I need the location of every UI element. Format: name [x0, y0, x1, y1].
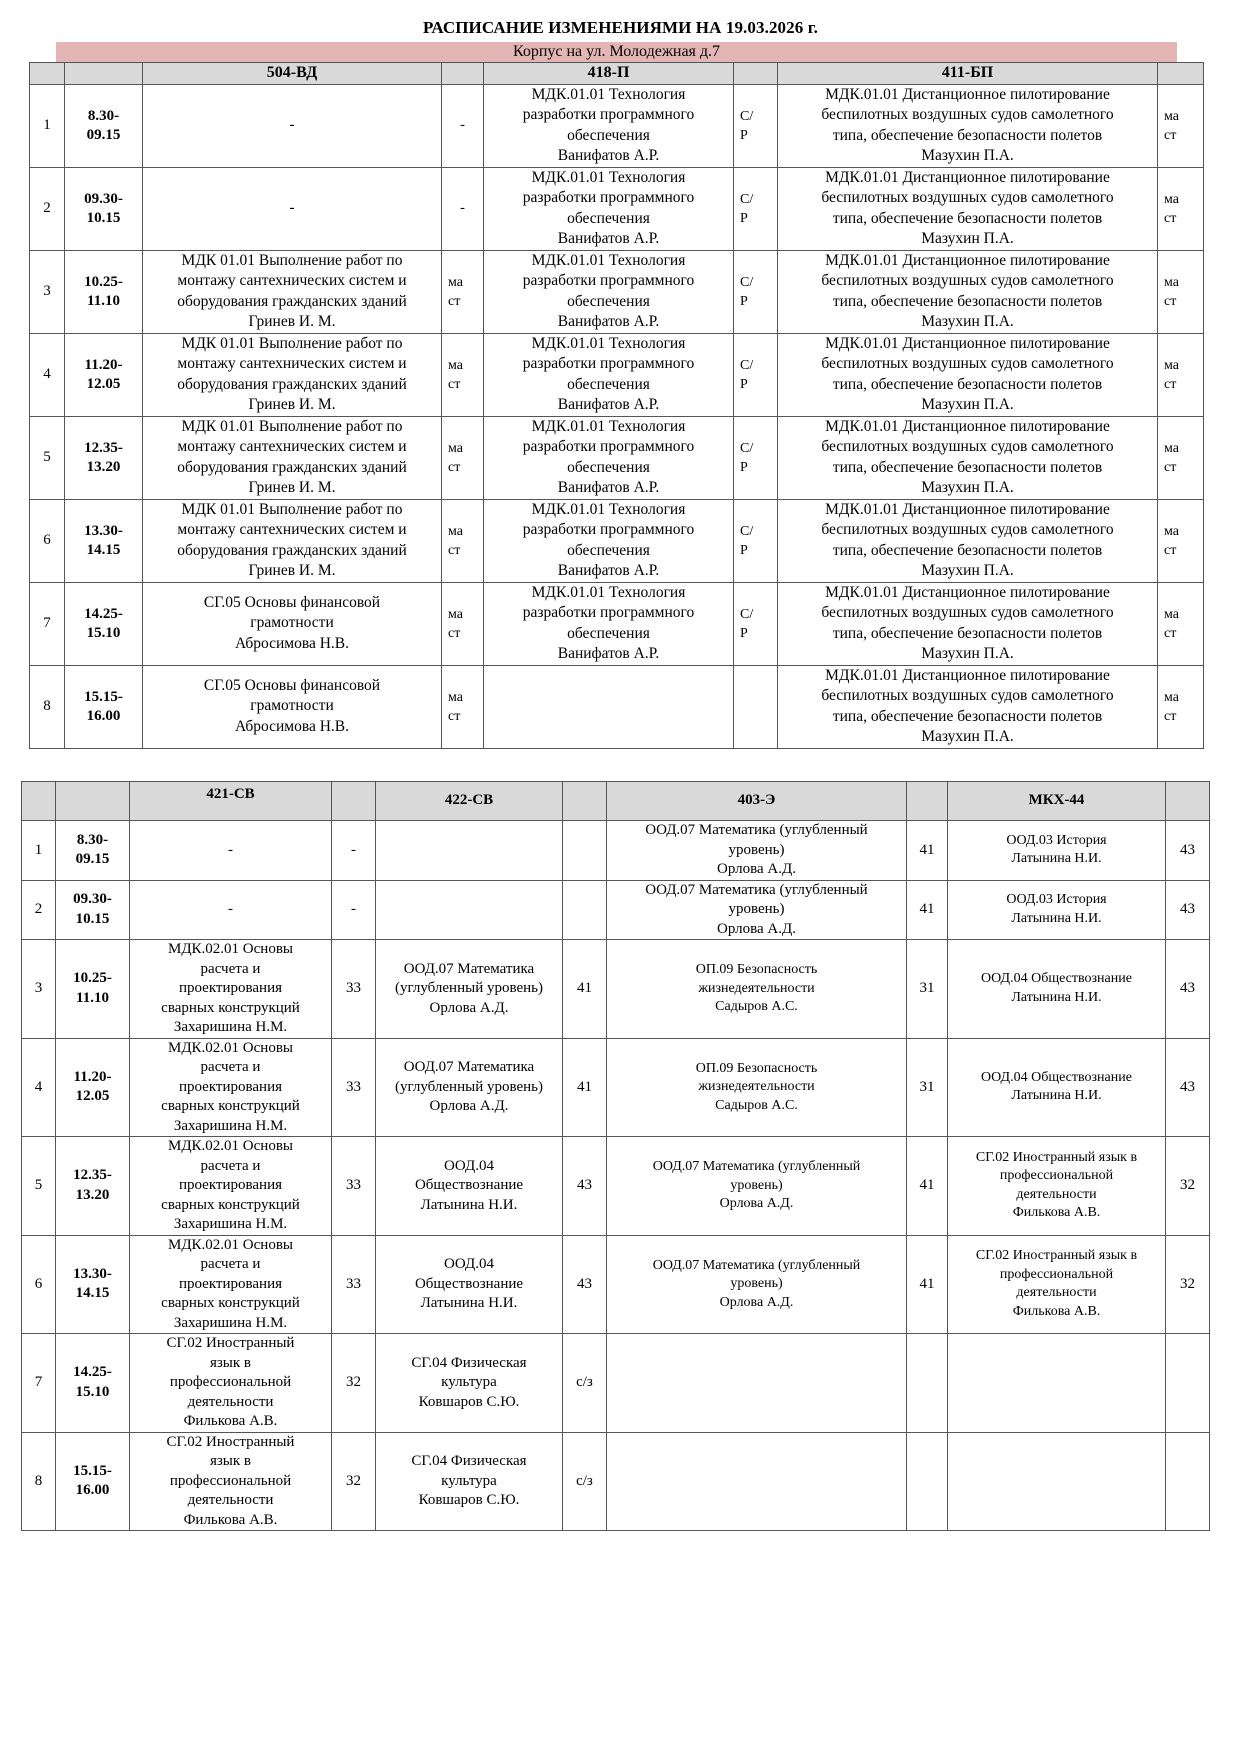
lesson-subject: ООД.07 Математика (углубленный уровень) Орлова А.Д.: [607, 880, 907, 940]
table-row: [30, 499, 1204, 582]
table-row: [22, 940, 1210, 1039]
group-header: 403-Э: [607, 782, 907, 821]
lesson-subject: МДК.01.01 Дистанционное пилотирование беспилотных воздушных судов самолетного типа, обеспечение безопасности полетов Мазухин П.А.: [778, 499, 1158, 582]
schedule-table-2: [21, 781, 1210, 1531]
lesson-subject: -: [130, 880, 332, 940]
header-room: [734, 63, 778, 85]
lesson-subject: МДК.01.01 Дистанционное пилотирование беспилотных воздушных судов самолетного типа, обеспечение безопасности полетов Мазухин П.А.: [778, 84, 1158, 167]
table-row: [30, 84, 1204, 167]
lesson-subject: [948, 1334, 1166, 1433]
table-row: [22, 821, 1210, 881]
lesson-subject: ООД.07 Математика (углубленный уровень) Орлова А.Д.: [607, 821, 907, 881]
lesson-room: 43: [1166, 940, 1210, 1039]
lesson-room: С/ Р: [734, 333, 778, 416]
group-header: 422-СВ: [376, 782, 563, 821]
header-num: [22, 782, 56, 821]
lesson-subject: СГ.05 Основы финансовой грамотности Абросимова Н.В.: [143, 665, 442, 748]
schedule-table-1: [29, 62, 1204, 749]
lesson-number: 3: [30, 250, 65, 333]
lesson-subject: МДК.01.01 Технология разработки программного обеспечения Ванифатов А.Р.: [484, 582, 734, 665]
lesson-number: 4: [22, 1038, 56, 1137]
lesson-room: ма ст: [442, 416, 484, 499]
lesson-number: 2: [22, 880, 56, 940]
lesson-subject: [484, 665, 734, 748]
lesson-number: 3: [22, 940, 56, 1039]
lesson-subject: ООД.04 Обществознание Латынина Н.И.: [376, 1235, 563, 1334]
lesson-room: 41: [563, 1038, 607, 1137]
lesson-time: 15.15- 16.00: [65, 665, 143, 748]
lesson-subject: СГ.02 Иностранный язык в профессиональной деятельности Филькова А.В.: [130, 1432, 332, 1531]
lesson-room: [734, 665, 778, 748]
header-time: [56, 782, 130, 821]
lesson-number: 2: [30, 167, 65, 250]
lesson-room: С/ Р: [734, 582, 778, 665]
lesson-room: ма ст: [1158, 250, 1204, 333]
building-banner: Корпус на ул. Молодежная д.7: [56, 42, 1177, 62]
lesson-number: 8: [22, 1432, 56, 1531]
lesson-subject: МДК.01.01 Технология разработки программного обеспечения Ванифатов А.Р.: [484, 84, 734, 167]
lesson-room: 43: [1166, 821, 1210, 881]
lesson-subject: МДК 01.01 Выполнение работ по монтажу сантехнических систем и оборудования гражданских зданий Гринев И. М.: [143, 499, 442, 582]
lesson-subject: ООД.07 Математика (углубленный уровень) Орлова А.Д.: [607, 1235, 907, 1334]
lesson-subject: СГ.02 Иностранный язык в профессиональной деятельности Филькова А.В.: [948, 1235, 1166, 1334]
lesson-subject: МДК.01.01 Дистанционное пилотирование беспилотных воздушных судов самолетного типа, обеспечение безопасности полетов Мазухин П.А.: [778, 333, 1158, 416]
lesson-room: ма ст: [1158, 167, 1204, 250]
lesson-room: ма ст: [442, 250, 484, 333]
lesson-subject: ООД.07 Математика (углубленный уровень) Орлова А.Д.: [607, 1137, 907, 1236]
lesson-subject: СГ.04 Физическая культура Ковшаров С.Ю.: [376, 1334, 563, 1433]
lesson-time: 10.25- 11.10: [65, 250, 143, 333]
lesson-subject: СГ.05 Основы финансовой грамотности Абросимова Н.В.: [143, 582, 442, 665]
lesson-number: 1: [30, 84, 65, 167]
lesson-time: 11.20- 12.05: [65, 333, 143, 416]
header-room: [563, 782, 607, 821]
table-row: [30, 333, 1204, 416]
lesson-subject: МДК.02.01 Основы расчета и проектирования сварных конструкций Захаришина Н.М.: [130, 1235, 332, 1334]
lesson-room: 43: [1166, 880, 1210, 940]
lesson-room: ма ст: [442, 499, 484, 582]
lesson-subject: [948, 1432, 1166, 1531]
header-room: [1158, 63, 1204, 85]
lesson-room: с/з: [563, 1334, 607, 1433]
lesson-subject: МДК.02.01 Основы расчета и проектирования сварных конструкций Захаришина Н.М.: [130, 1038, 332, 1137]
lesson-room: 33: [332, 1038, 376, 1137]
lesson-room: 41: [907, 821, 948, 881]
header-row: [30, 63, 1204, 85]
lesson-room: 32: [332, 1432, 376, 1531]
table-row: [30, 665, 1204, 748]
table-row: [30, 250, 1204, 333]
lesson-room: С/ Р: [734, 416, 778, 499]
lesson-room: 31: [907, 940, 948, 1039]
lesson-subject: ООД.03 История Латынина Н.И.: [948, 821, 1166, 881]
lesson-number: 6: [30, 499, 65, 582]
lesson-subject: [607, 1432, 907, 1531]
lesson-number: 8: [30, 665, 65, 748]
lesson-room: с/з: [563, 1432, 607, 1531]
group-header: 418-П: [484, 63, 734, 85]
lesson-subject: СГ.02 Иностранный язык в профессиональной деятельности Филькова А.В.: [948, 1137, 1166, 1236]
lesson-room: ма ст: [1158, 416, 1204, 499]
lesson-room: ма ст: [1158, 582, 1204, 665]
lesson-time: 09.30- 10.15: [56, 880, 130, 940]
lesson-room: С/ Р: [734, 250, 778, 333]
lesson-time: 09.30- 10.15: [65, 167, 143, 250]
lesson-room: 43: [563, 1235, 607, 1334]
lesson-subject: МДК.01.01 Дистанционное пилотирование беспилотных воздушных судов самолетного типа, обеспечение безопасности полетов Мазухин П.А.: [778, 167, 1158, 250]
table-row: [22, 1432, 1210, 1531]
lesson-room: ма ст: [1158, 84, 1204, 167]
lesson-subject: -: [130, 821, 332, 881]
lesson-subject: ОП.09 Безопасность жизнедеятельности Садыров А.С.: [607, 940, 907, 1039]
lesson-subject: ООД.04 Обществознание Латынина Н.И.: [376, 1137, 563, 1236]
lesson-subject: ООД.04 Обществознание Латынина Н.И.: [948, 940, 1166, 1039]
lesson-subject: ООД.07 Математика (углубленный уровень) Орлова А.Д.: [376, 1038, 563, 1137]
lesson-room: 32: [1166, 1137, 1210, 1236]
table-row: [22, 1235, 1210, 1334]
lesson-room: [1166, 1432, 1210, 1531]
lesson-subject: ОП.09 Безопасность жизнедеятельности Садыров А.С.: [607, 1038, 907, 1137]
lesson-subject: МДК.02.01 Основы расчета и проектирования сварных конструкций Захаришина Н.М.: [130, 940, 332, 1039]
table-row: [22, 880, 1210, 940]
lesson-room: ма ст: [1158, 333, 1204, 416]
lesson-number: 7: [22, 1334, 56, 1433]
lesson-time: 11.20- 12.05: [56, 1038, 130, 1137]
group-header: МКХ-44: [948, 782, 1166, 821]
table-row: [30, 167, 1204, 250]
header-time: [65, 63, 143, 85]
lesson-subject: [376, 880, 563, 940]
lesson-number: 6: [22, 1235, 56, 1334]
table-row: [22, 1137, 1210, 1236]
lesson-room: [907, 1334, 948, 1433]
lesson-subject: МДК.01.01 Технология разработки программного обеспечения Ванифатов А.Р.: [484, 333, 734, 416]
header-room: [442, 63, 484, 85]
lesson-number: 4: [30, 333, 65, 416]
lesson-room: 33: [332, 1137, 376, 1236]
lesson-number: 7: [30, 582, 65, 665]
lesson-time: 15.15- 16.00: [56, 1432, 130, 1531]
page-title: РАСПИСАНИЕ ИЗМЕНЕНИЯМИ НА 19.03.2026 г.: [423, 18, 818, 37]
lesson-subject: -: [143, 84, 442, 167]
header-num: [30, 63, 65, 85]
lesson-number: 1: [22, 821, 56, 881]
table-row: [22, 1038, 1210, 1137]
lesson-subject: МДК.01.01 Технология разработки программного обеспечения Ванифатов А.Р.: [484, 250, 734, 333]
lesson-room: 31: [907, 1038, 948, 1137]
lesson-number: 5: [30, 416, 65, 499]
lesson-subject: МДК 01.01 Выполнение работ по монтажу сантехнических систем и оборудования гражданских зданий Гринев И. М.: [143, 416, 442, 499]
lesson-room: -: [332, 880, 376, 940]
group-header: 421-СВ: [130, 782, 332, 821]
lesson-room: 41: [907, 1137, 948, 1236]
lesson-room: 43: [563, 1137, 607, 1236]
lesson-subject: ООД.04 Обществознание Латынина Н.И.: [948, 1038, 1166, 1137]
header-room: [907, 782, 948, 821]
lesson-subject: МДК.01.01 Технология разработки программного обеспечения Ванифатов А.Р.: [484, 416, 734, 499]
lesson-room: ма ст: [442, 582, 484, 665]
lesson-time: 12.35- 13.20: [56, 1137, 130, 1236]
lesson-subject: СГ.04 Физическая культура Ковшаров С.Ю.: [376, 1432, 563, 1531]
lesson-subject: ООД.03 История Латынина Н.И.: [948, 880, 1166, 940]
lesson-subject: МДК.02.01 Основы расчета и проектирования сварных конструкций Захаришина Н.М.: [130, 1137, 332, 1236]
header-row: [22, 782, 1210, 821]
lesson-subject: МДК 01.01 Выполнение работ по монтажу сантехнических систем и оборудования гражданских зданий Гринев И. М.: [143, 250, 442, 333]
lesson-time: 14.25- 15.10: [65, 582, 143, 665]
lesson-room: 33: [332, 940, 376, 1039]
lesson-room: 33: [332, 1235, 376, 1334]
lesson-room: [907, 1432, 948, 1531]
lesson-room: [563, 880, 607, 940]
lesson-subject: -: [143, 167, 442, 250]
lesson-subject: МДК.01.01 Дистанционное пилотирование беспилотных воздушных судов самолетного типа, обеспечение безопасности полетов Мазухин П.А.: [778, 582, 1158, 665]
lesson-subject: ООД.07 Математика (углубленный уровень) Орлова А.Д.: [376, 940, 563, 1039]
lesson-subject: МДК.01.01 Дистанционное пилотирование беспилотных воздушных судов самолетного типа, обеспечение безопасности полетов Мазухин П.А.: [778, 250, 1158, 333]
header-room: [1166, 782, 1210, 821]
table-row: [22, 1334, 1210, 1433]
lesson-room: 41: [907, 880, 948, 940]
lesson-time: 12.35- 13.20: [65, 416, 143, 499]
lesson-subject: МДК.01.01 Дистанционное пилотирование беспилотных воздушных судов самолетного типа, обеспечение безопасности полетов Мазухин П.А.: [778, 416, 1158, 499]
lesson-subject: [376, 821, 563, 881]
lesson-room: С/ Р: [734, 499, 778, 582]
lesson-room: 43: [1166, 1038, 1210, 1137]
lesson-subject: МДК.01.01 Технология разработки программного обеспечения Ванифатов А.Р.: [484, 167, 734, 250]
table-row: [30, 582, 1204, 665]
lesson-room: 32: [332, 1334, 376, 1433]
group-header: 411-БП: [778, 63, 1158, 85]
lesson-room: -: [332, 821, 376, 881]
lesson-time: 8.30- 09.15: [65, 84, 143, 167]
lesson-time: 13.30- 14.15: [65, 499, 143, 582]
lesson-room: 32: [1166, 1235, 1210, 1334]
lesson-time: 13.30- 14.15: [56, 1235, 130, 1334]
lesson-room: ма ст: [1158, 665, 1204, 748]
lesson-room: ма ст: [442, 665, 484, 748]
lesson-room: ма ст: [442, 333, 484, 416]
lesson-room: 41: [563, 940, 607, 1039]
lesson-time: 10.25- 11.10: [56, 940, 130, 1039]
lesson-room: С/ Р: [734, 84, 778, 167]
lesson-number: 5: [22, 1137, 56, 1236]
lesson-room: ма ст: [1158, 499, 1204, 582]
header-room: [332, 782, 376, 821]
lesson-room: -: [442, 167, 484, 250]
lesson-room: С/ Р: [734, 167, 778, 250]
lesson-time: 14.25- 15.10: [56, 1334, 130, 1433]
lesson-room: [563, 821, 607, 881]
lesson-room: 41: [907, 1235, 948, 1334]
lesson-subject: МДК 01.01 Выполнение работ по монтажу сантехнических систем и оборудования гражданских зданий Гринев И. М.: [143, 333, 442, 416]
table-row: [30, 416, 1204, 499]
lesson-subject: СГ.02 Иностранный язык в профессиональной деятельности Филькова А.В.: [130, 1334, 332, 1433]
group-header: 504-ВД: [143, 63, 442, 85]
lesson-room: [1166, 1334, 1210, 1433]
lesson-time: 8.30- 09.15: [56, 821, 130, 881]
lesson-subject: МДК.01.01 Дистанционное пилотирование беспилотных воздушных судов самолетного типа, обеспечение безопасности полетов Мазухин П.А.: [778, 665, 1158, 748]
lesson-room: -: [442, 84, 484, 167]
lesson-subject: [607, 1334, 907, 1433]
lesson-subject: МДК.01.01 Технология разработки программного обеспечения Ванифатов А.Р.: [484, 499, 734, 582]
